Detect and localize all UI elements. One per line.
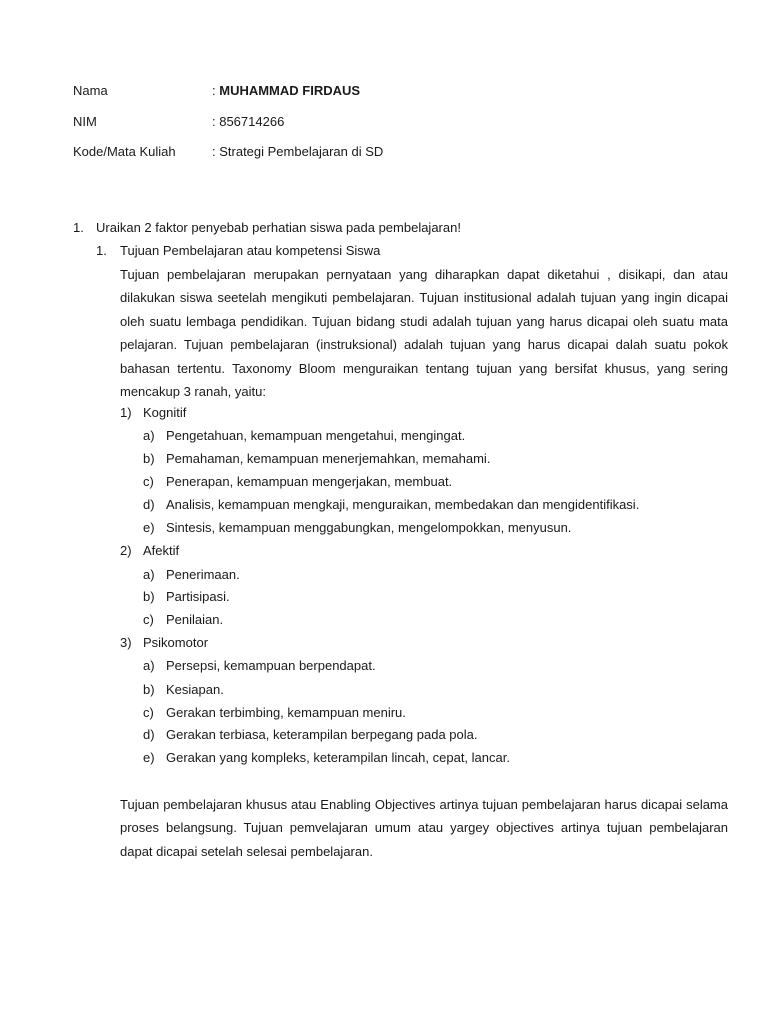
item-text: Penerimaan.	[166, 567, 240, 582]
closing-paragraph: Tujuan pembelajaran khusus atau Enabling Objectives artinya tujuan pembelajaran harus dicapai selama proses belangsung. Tujuan pemvelajaran umum atau yargey objectives artinya tujuan pembelajaran dapat dicapai setelah selesai pembelajaran.	[120, 797, 728, 859]
item-text: Sintesis, kemampuan menggabungkan, mengelompokkan, menyusun.	[166, 520, 572, 535]
item-letter: b)	[143, 589, 155, 604]
answer-heading-text: Tujuan Pembelajaran atau kompetensi Siswa	[120, 243, 381, 258]
nim-value: : 856714266	[212, 114, 285, 129]
course-value: : Strategi Pembelajaran di SD	[212, 144, 384, 159]
domain-label: Psikomotor	[143, 635, 209, 650]
item-text: Penilaian.	[166, 612, 224, 627]
item-text: Pemahaman, kemampuan menerjemahkan, memahami.	[166, 451, 491, 466]
domain-number: 2)	[120, 543, 132, 558]
item-letter: b)	[143, 451, 155, 466]
item-letter: d)	[143, 727, 155, 742]
nim-label: NIM	[73, 114, 97, 129]
item-letter: e)	[143, 750, 155, 765]
name-value-wrap	[212, 82, 360, 100]
item-text: Kesiapan.	[166, 682, 224, 697]
item-letter: c)	[143, 612, 154, 627]
item-text: Gerakan terbimbing, kemampuan meniru.	[166, 705, 406, 720]
item-text: Penerapan, kemampuan mengerjakan, membuat.	[166, 474, 453, 489]
item-text: Persepsi, kemampuan berpendapat.	[166, 658, 376, 673]
item-letter: e)	[143, 520, 155, 535]
item-letter: b)	[143, 682, 155, 697]
question-text: Uraikan 2 faktor penyebab perhatian siswa pada pembelajaran!	[96, 220, 461, 235]
domain-number: 3)	[120, 635, 132, 650]
item-letter: a)	[143, 658, 155, 673]
item-letter: c)	[143, 474, 154, 489]
question-number: 1.	[73, 220, 84, 235]
name-label: Nama	[73, 83, 108, 98]
item-text: Analisis, kemampuan mengkaji, menguraikan, membedakan dan mengidentifikasi.	[166, 497, 640, 512]
name-value: MUHAMMAD FIRDAUS	[219, 83, 361, 98]
domain-number: 1)	[120, 405, 132, 420]
domain-label: Afektif	[143, 543, 180, 558]
item-letter: a)	[143, 428, 155, 443]
item-text: Gerakan terbiasa, keterampilan berpegang pada pola.	[166, 727, 478, 742]
answer-number: 1.	[96, 243, 107, 258]
item-letter: c)	[143, 705, 154, 720]
answer-paragraph: Tujuan pembelajaran merupakan pernyataan yang diharapkan dapat diketahui , disikapi, dan atau dilakukan siswa seetelah mengikuti pembelajaran. Tujuan institusional adalah tujuan yang ingin dicapai oleh suatu lembaga pendidikan. Tujuan bidang studi adalah tujuan yang harus dicapai oleh suatu mata pelajaran. Tujuan pembelajaran (instruksional) adalah tujuan yang harus dicapai dalah suatu pokok bahasan tertentu. Taxonomy Bloom menguraikan tentang tujuan yang bersifat khusus, yang sering mencakup 3 ranah, yaitu:	[120, 267, 728, 400]
item-text: Partisipasi.	[166, 589, 230, 604]
item-text: Pengetahuan, kemampuan mengetahui, mengingat.	[166, 428, 466, 443]
domain-label: Kognitif	[143, 405, 187, 420]
name-separator: :	[212, 83, 220, 98]
item-text: Gerakan yang kompleks, keterampilan lincah, cepat, lancar.	[166, 750, 510, 765]
item-letter: a)	[143, 567, 155, 582]
item-letter: d)	[143, 497, 155, 512]
course-label: Kode/Mata Kuliah	[73, 144, 176, 159]
